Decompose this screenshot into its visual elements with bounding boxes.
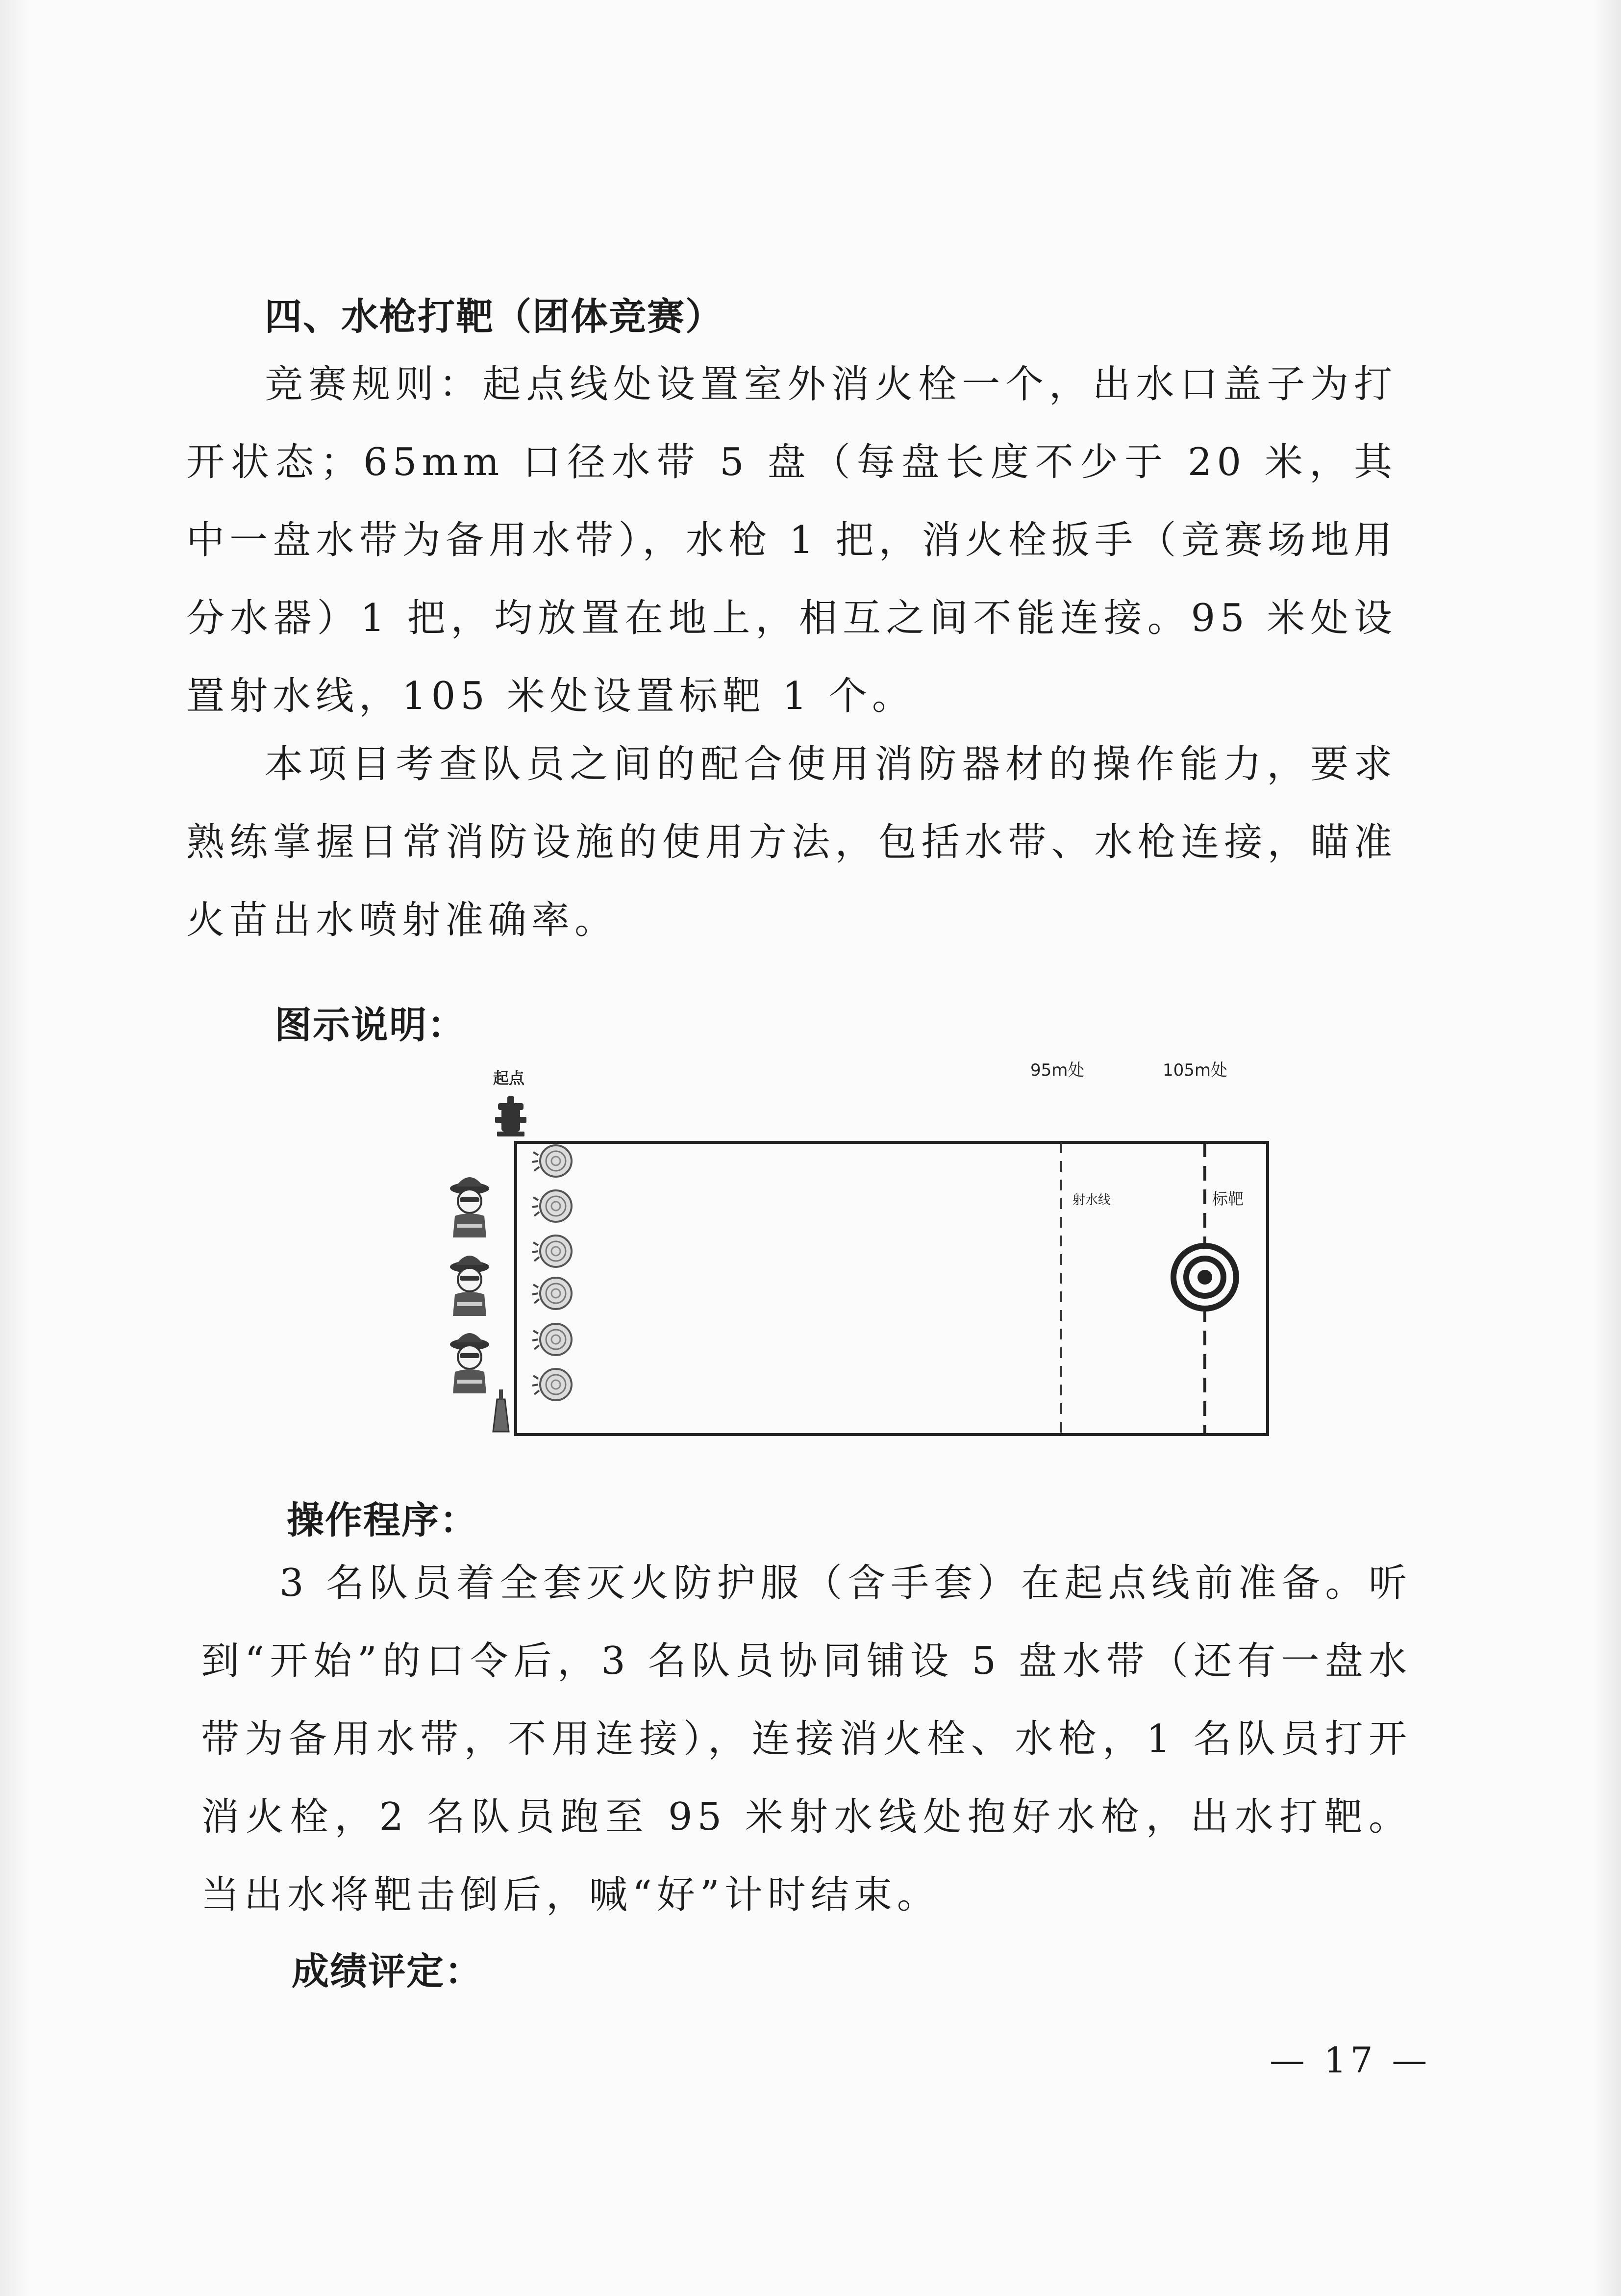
mark-95-label: 95m处 [1030,1060,1085,1080]
competition-field-diagram [431,1044,1294,1446]
hose-reel-icon [532,1190,572,1222]
purpose-paragraph: 本项目考查队员之间的配合使用消防器材的操作能力，要求熟练掌握日常消防设施的使用方法，包括水带、水枪连接，瞄准火苗出水喷射准确率。 [186,742,1397,942]
field-boundary [516,1142,1268,1435]
hose-reel-icon [532,1278,572,1309]
hose-reel-icon [532,1369,572,1400]
target-icon [1173,1246,1236,1309]
rules-label: 竞赛规则： [265,362,483,406]
mark-105-label: 105m处 [1163,1060,1228,1080]
hose-reel-icon [532,1145,572,1177]
hose-reel-icon [532,1236,572,1267]
start-label: 起点 [493,1069,525,1087]
procedure-heading: 操作程序： [287,1498,478,1542]
firefighter-icon [450,1256,489,1316]
hose-reel-icon [532,1324,572,1355]
section-heading: 四、水枪打靶（团体竞赛） [265,295,723,338]
scoring-heading: 成绩评定： [292,1949,483,1993]
rules-text: 起点线处设置室外消火栓一个，出水口盖子为打开状态；65mm 口径水带 5 盘（每盘长度不少于 20 米，其中一盘水带为备用水带），水枪 1 把，消火栓扳手（竞赛场地用分水器）1 把，均放置在地上，相互之间不能连接。95 米处设置射水线，105 米处设置标靶 1 个。 [186,362,1397,718]
target-label: 标靶 [1212,1189,1244,1208]
rules-paragraph [186,346,1397,735]
nozzle-icon [493,1389,509,1432]
fire-hydrant-icon [495,1096,526,1136]
procedure-paragraph: 3 名队员着全套灭火防护服（含手套）在起点线前准备。听到“开始”的口令后，3 名队员协同铺设 5 盘水带（还有一盘水带为备用水带，不用连接），连接消火栓、水枪，1 名队员打开消火栓，2 名队员跑至 95 米射水线处抱好水枪，出水打靶。当出水将靶击倒后，喊“好”计时结束。 [201,1561,1412,1917]
shooting-line-label: 射水线 [1072,1193,1111,1208]
firefighter-icon [450,1333,489,1393]
diagram-heading: 图示说明： [274,1003,466,1047]
page-number: — 17 — [1270,2040,1431,2081]
firefighter-icon [450,1177,489,1237]
